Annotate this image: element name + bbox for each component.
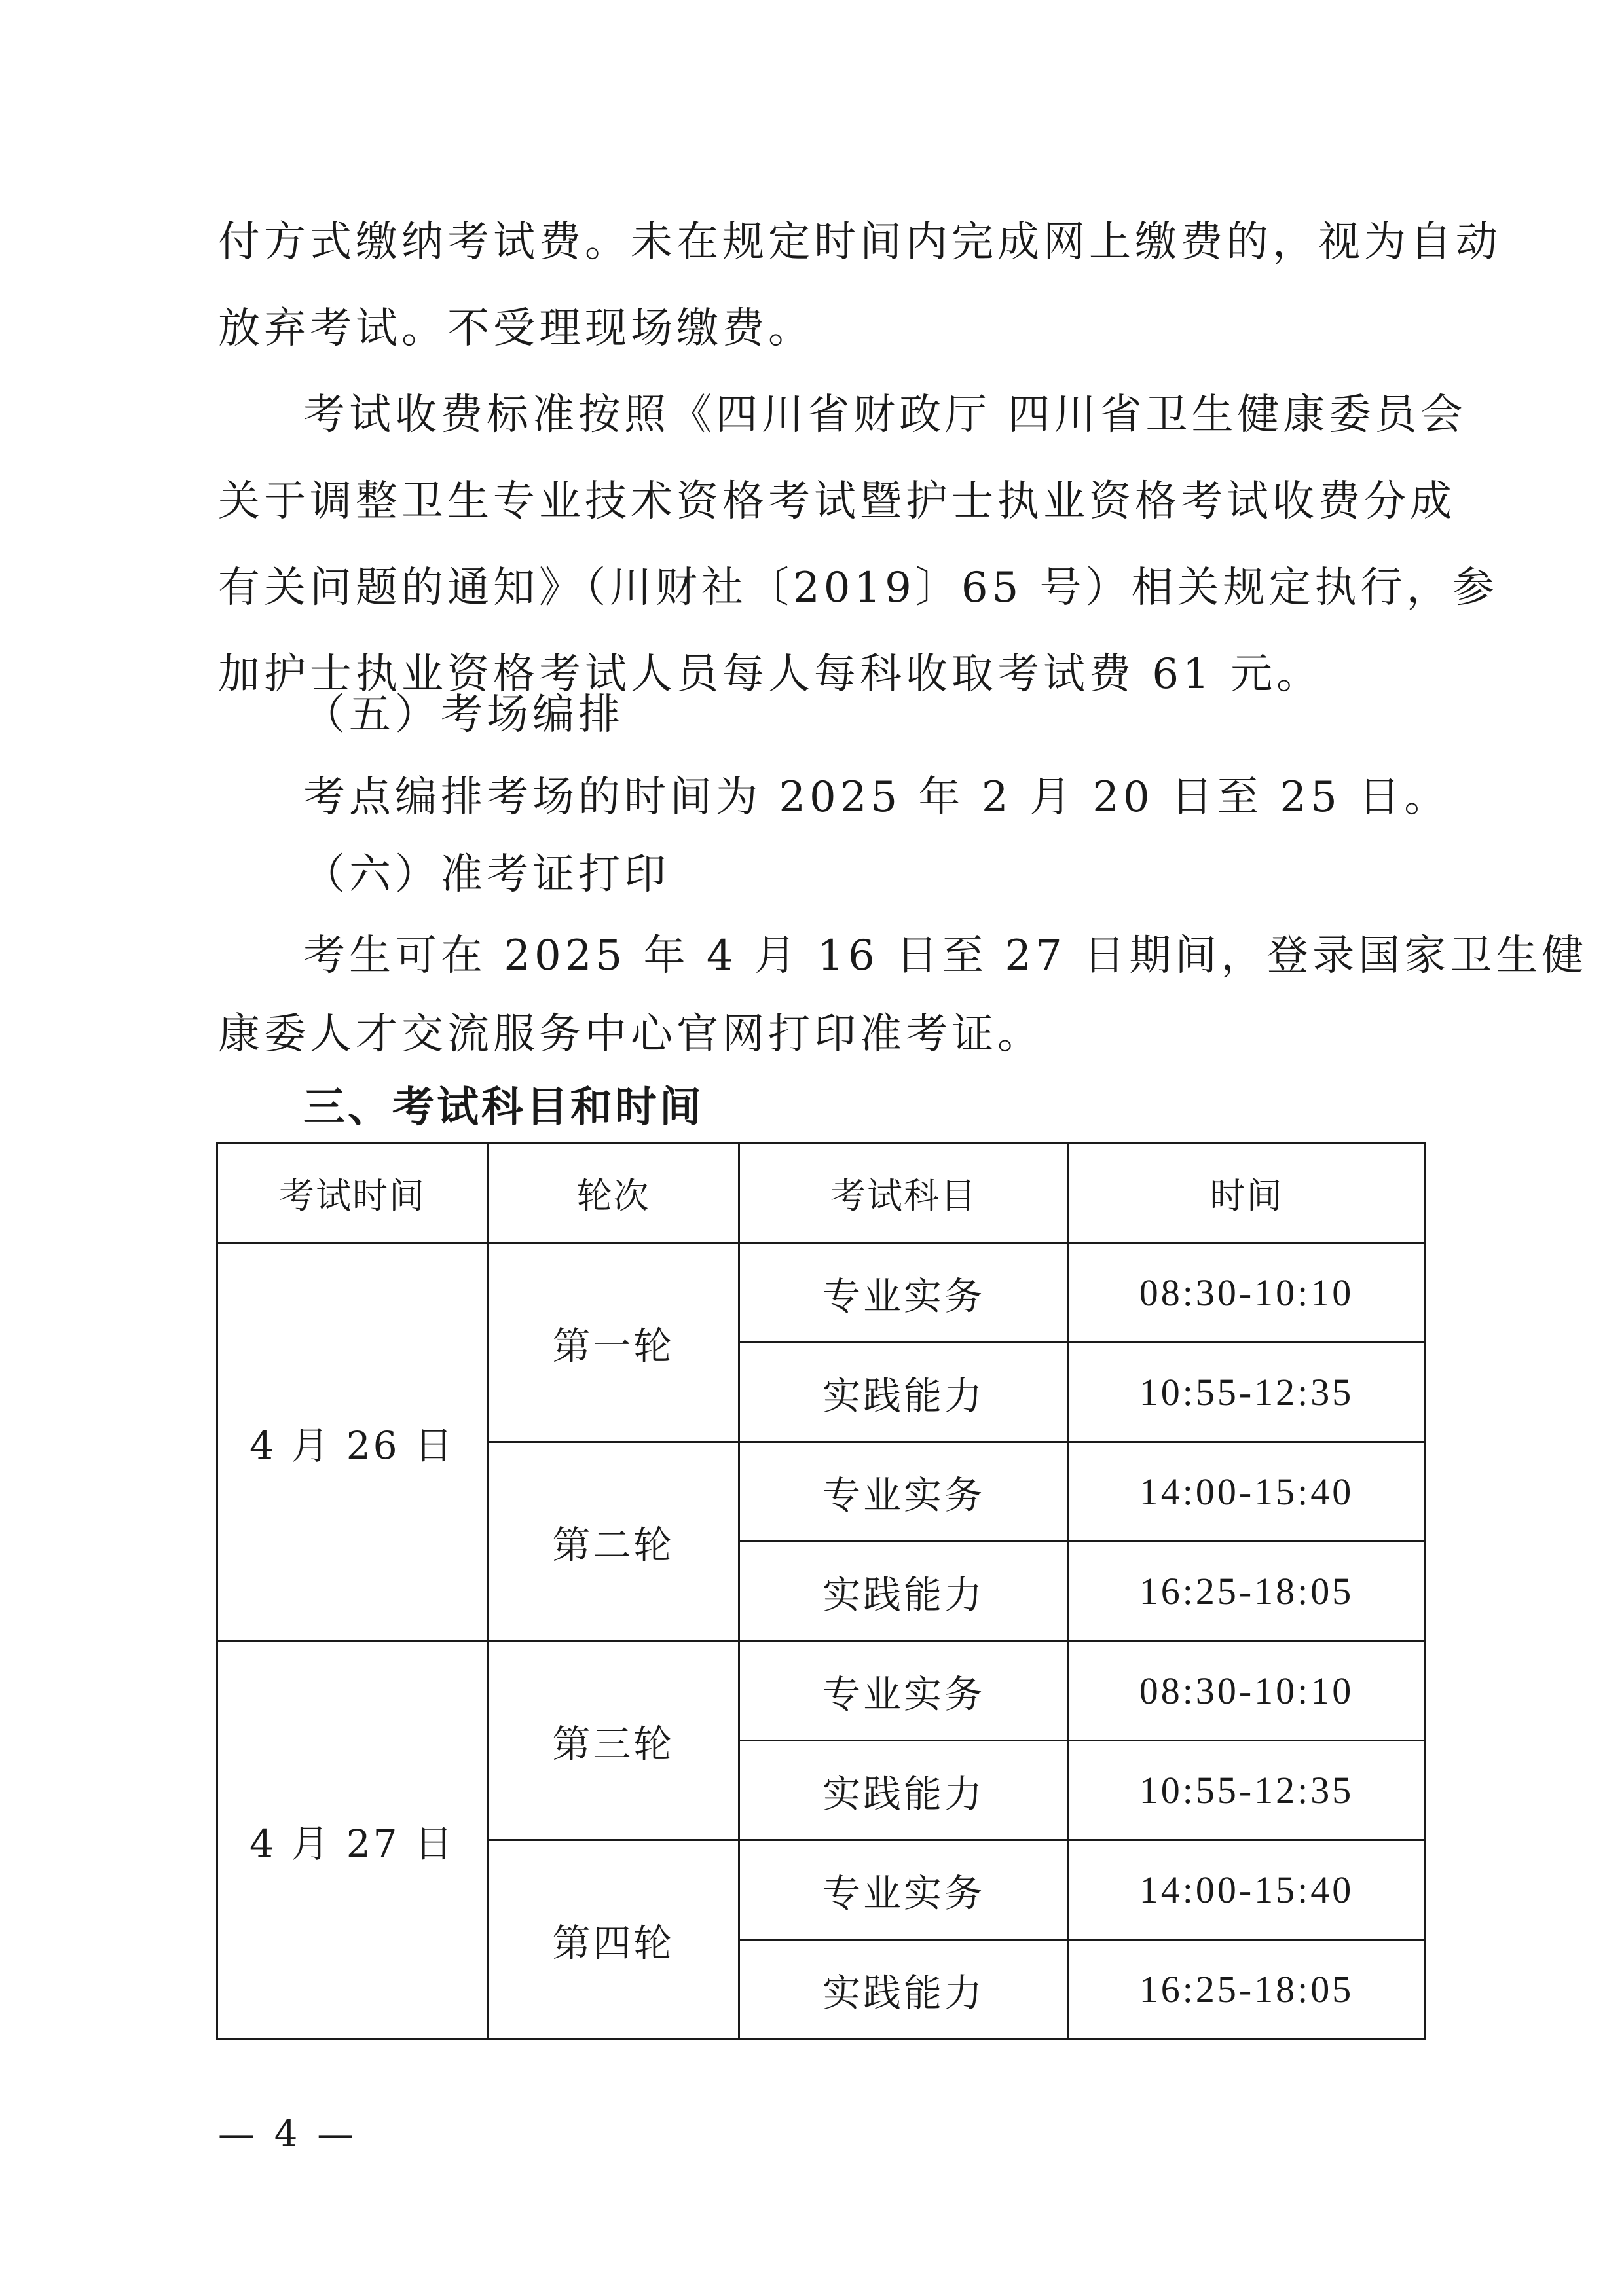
paragraph-line: 关于调整卫生专业技术资格考试暨护士执业资格考试收费分成: [218, 477, 1456, 526]
exam-date-cell: 4 月 27 日: [217, 1641, 488, 2039]
subject-cell: 实践能力: [739, 1940, 1069, 2039]
exam-schedule-table: [216, 1142, 1426, 2040]
exam-date-cell: 4 月 26 日: [217, 1243, 488, 1641]
round-cell: 第二轮: [488, 1442, 739, 1641]
header-subject: 考试科目: [739, 1144, 1069, 1243]
paragraph-line: 考生可在 2025 年 4 月 16 日至 27 日期间，登录国家卫生健: [303, 932, 1588, 980]
subject-cell: 实践能力: [739, 1741, 1069, 1840]
header-round: 轮次: [488, 1144, 739, 1243]
paragraph-line: 加护士执业资格考试人员每人每科收取考试费 61 元。: [218, 650, 1323, 699]
time-cell: 14:00-15:40: [1069, 1442, 1425, 1542]
paragraph-line: 付方式缴纳考试费。未在规定时间内完成网上缴费的，视为自动: [218, 218, 1502, 266]
page-number: — 4 —: [218, 2113, 358, 2155]
time-cell: 16:25-18:05: [1069, 1542, 1425, 1641]
time-cell: 10:55-12:35: [1069, 1741, 1425, 1840]
time-cell: 08:30-10:10: [1069, 1243, 1425, 1343]
round-cell: 第三轮: [488, 1641, 739, 1840]
time-cell: 16:25-18:05: [1069, 1940, 1425, 2039]
subject-cell: 实践能力: [739, 1542, 1069, 1641]
subject-cell: 专业实务: [739, 1641, 1069, 1741]
section-heading: （五）考场编排: [303, 691, 624, 739]
round-cell: 第四轮: [488, 1840, 739, 2039]
subject-cell: 专业实务: [739, 1243, 1069, 1343]
time-cell: 10:55-12:35: [1069, 1343, 1425, 1442]
subject-cell: 实践能力: [739, 1343, 1069, 1442]
subject-cell: 专业实务: [739, 1442, 1069, 1542]
table-row: [217, 1641, 1425, 1741]
paragraph-line: 放弃考试。不受理现场缴费。: [218, 304, 814, 353]
paragraph-line: 有关问题的通知》（川财社〔2019〕65 号）相关规定执行，参: [218, 564, 1498, 612]
time-cell: 08:30-10:10: [1069, 1641, 1425, 1741]
paragraph-line: 康委人才交流服务中心官网打印准考证。: [218, 1010, 1043, 1059]
paragraph-line: 考试收费标准按照《四川省财政厅 四川省卫生健康委员会: [303, 391, 1467, 439]
subject-cell: 专业实务: [739, 1840, 1069, 1940]
section-heading: （六）准考证打印: [303, 850, 670, 899]
table-row: [217, 1243, 1425, 1343]
time-cell: 14:00-15:40: [1069, 1840, 1425, 1940]
paragraph-line: 考点编排考场的时间为 2025 年 2 月 20 日至 25 日。: [303, 773, 1450, 822]
section-heading-3: 三、考试科目和时间: [303, 1084, 704, 1132]
table-header-row: [217, 1144, 1425, 1243]
round-cell: 第一轮: [488, 1243, 739, 1442]
header-time: 时间: [1069, 1144, 1425, 1243]
header-exam-date: 考试时间: [217, 1144, 488, 1243]
